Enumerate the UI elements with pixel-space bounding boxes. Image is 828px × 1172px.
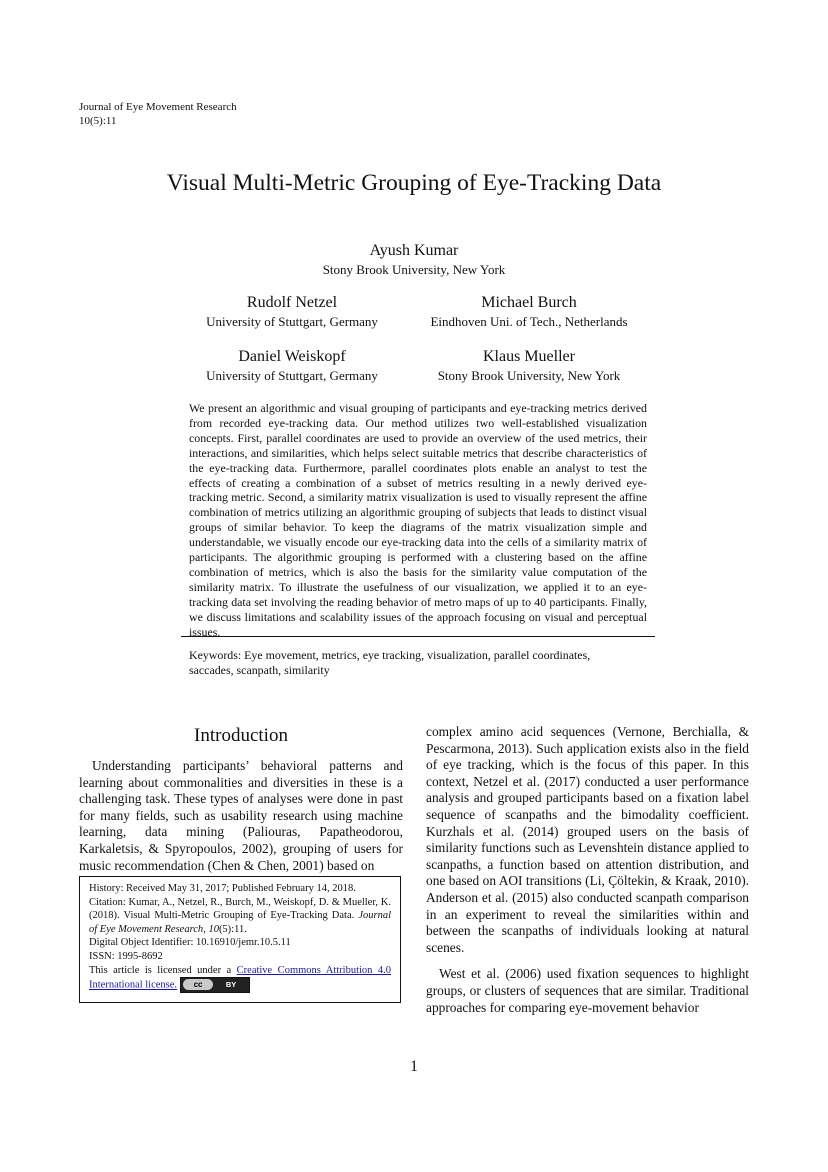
cc-by-badge[interactable] bbox=[180, 977, 250, 993]
page-number: 1 bbox=[410, 1058, 418, 1075]
author-name: Ayush Kumar bbox=[369, 242, 459, 259]
keywords: Keywords: Eye movement, metrics, eye tracking, visualization, parallel coordinates, saccades, scanpath, similarity bbox=[189, 648, 591, 677]
intro-right-column bbox=[426, 724, 749, 1016]
author-affiliation: Eindhoven Uni. of Tech., Netherlands bbox=[430, 314, 628, 329]
issn-text: ISSN: 1995-8692 bbox=[89, 950, 163, 962]
section-heading: Introduction bbox=[194, 725, 288, 746]
author-name: Michael Burch bbox=[481, 294, 577, 311]
by-label: BY bbox=[225, 980, 237, 990]
journal-header bbox=[79, 100, 237, 128]
author-affiliation: Stony Brook University, New York bbox=[437, 368, 621, 383]
paragraph: Understanding participants’ behavioral patterns and learning about commonalities and diversities in these is a challenging task. These types of analyses were done in past for many fields, such as usability research using machine learning, data mining (Paliouras, Papatheodorou, Karkaletsis, & Spyropoulos, 2002), grouping of users for music recommendation (Chen & Chen, 2001) based on bbox=[79, 758, 403, 873]
journal-name: Journal of Eye Movement Research bbox=[79, 101, 237, 113]
paper-title: Visual Multi-Metric Grouping of Eye-Tracking Data bbox=[166, 170, 662, 196]
license-text: This article is licensed under a Creative Commons Attribution 4.0 International license. cc BY bbox=[89, 964, 391, 994]
history-text: History: Received May 31, 2017; Published February 14, 2018. bbox=[89, 883, 356, 894]
author-name: Daniel Weiskopf bbox=[238, 348, 346, 365]
author-name: Klaus Mueller bbox=[483, 348, 575, 365]
author-block bbox=[412, 347, 646, 384]
author-block bbox=[180, 347, 404, 384]
intro-left-column bbox=[79, 758, 403, 874]
author-block bbox=[412, 293, 646, 330]
author-block bbox=[180, 293, 404, 330]
paragraph: West et al. (2006) used fixation sequences to highlight groups, or clusters of sequences that are similar. Traditional approaches for comparing eye-movement behavior bbox=[426, 966, 749, 1015]
divider bbox=[181, 636, 655, 637]
author-block bbox=[214, 241, 614, 278]
doi-text: Digital Object Identifier: 10.16910/jemr.10.5.11 bbox=[89, 937, 291, 949]
abstract: We present an algorithmic and visual grouping of participants and eye-tracking metrics derived from recorded eye-tracking data. Our method utilizes two well-established visualization concepts. First, parallel coordinates are used to provide an overview of the used metrics, their interactions, and similarities, which helps select suitable metrics that describe characteristics of the eye-tracking data. Furthermore, parallel coordinates plots enable an analyst to test the effects of creating a combination of a subset of metrics resulting in a newly derived eye-tracking metric. Second, a similarity matrix visualization is used to visually represent the affine combination of metrics utilizing an algorithmic grouping of subjects that leads to distinct visual groups of similar behavior. To keep the diagrams of the matrix visualization simple and understandable, we visually encode our eye-tracking data into the cells of a similarity matrix of participants. The algorithmic grouping is performed with a clustering based on the affine combination of metrics, which is also the basis for the similarity value computation of the similarity matrix. To illustrate the usefulness of our visualization, we applied it to an eye-tracking data set involving the reading behavior of metro maps of up to 40 participants. Finally, we discuss limitations and scalability issues of the approach focusing on visual and perceptual issues. bbox=[189, 401, 647, 639]
author-affiliation: Stony Brook University, New York bbox=[322, 262, 506, 277]
author-affiliation: University of Stuttgart, Germany bbox=[206, 314, 378, 329]
article-info-box bbox=[79, 876, 401, 1003]
author-affiliation: University of Stuttgart, Germany bbox=[206, 368, 378, 383]
cc-icon: cc bbox=[183, 979, 213, 990]
license-link[interactable]: Creative Commons Attribution 4.0 International license. bbox=[89, 964, 391, 991]
author-name: Rudolf Netzel bbox=[246, 294, 338, 311]
paragraph: complex amino acid sequences (Vernone, Berchialla, & Pescarmona, 2013). Such application exists also in the field of eye tracking, which is the focus of this paper. In this context, Netzel et al. (2017) conducted a user performance analysis and grouped participants based on a fixation label sequence of scanpaths and the bimodality coefficient. Kurzhals et al. (2014) grouped users on the basis of similarity functions such as Levenshtein distance applied to scanpaths, a function based on attention distribution, and one based on AOI transitions (Li, Çöltekin, & Kraak, 2010). Anderson et al. (2015) also conducted scanpath comparison in an experiment to reveal the similarities within and between the scanpaths of individuals looking at natural scenes. bbox=[426, 724, 749, 955]
citation-text: Citation: Kumar, A., Netzel, R., Burch, M., Weiskopf, D. & Mueller, K. (2018). Visual Multi-Metric Grouping of Eye-Tracking Data. Journal of Eye Movement Research, 10(5):11. bbox=[89, 896, 391, 935]
journal-issue: 10(5):11 bbox=[79, 115, 117, 127]
